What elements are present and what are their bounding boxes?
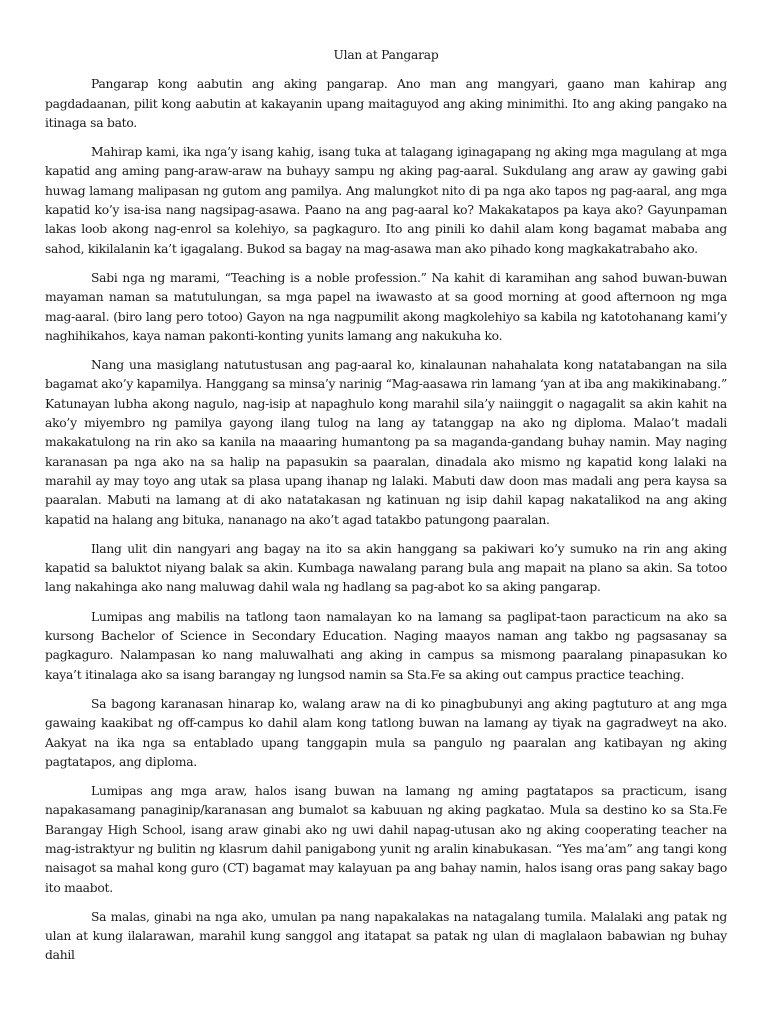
paragraph-4: Nang una masiglang natutustusan ang pag-aaral ko, kinalaunan nahahalata kong natatabangan na sila bagamat ako’y kapamilya. Hanggang sa minsa’y narinig “Mag-aasawa rin lamang ‘yan at iba ang makikinabang.” Katunayan lubha akong nagulo, nag-isip at napaghulo kong marahil sila’y naiinggit o nagagalit sa akin kahit na ako’y miyembro ng pamilya gayong ilang tulog na lang ay tatanggap na ako ng diploma. Malao’t madali makakatulong na rin ako sa kanila na maaaring humantong pa sa maganda-gandang buhay namin. May naging karanasan pa nga ako na sa halip na papasukin sa paaralan, dinadala ako mismo ng kapatid kong lalaki na marahil ay may toyo ang utak sa plasa upang ihanap ng lalaki. Mabuti daw doon mas madali ang pera kaysa sa paaralan. Mabuti na lamang at di ako natatakasan ng katinuan ng isip dahil kapag nakatalikod na ang aking kapatid na halang ang bituka, nananago na ako’t agad tatakbo patungong paaralan. bbox=[45, 358, 727, 527]
paragraph-3: Sabi nga ng marami, “Teaching is a noble profession.” Na kahit di karamihan ang sahod buwan-buwan mayaman naman sa matutulungan, sa mga papel na iwawasto at sa good morning at good afternoon ng mga mag-aaral. (biro lang pero totoo) Gayon na nga nagpumilit akong magkolehiyo sa kabila ng katotohanang kami’y naghihikahos, kaya naman pakonti-konting yunits lamang ang nakukuha ko. bbox=[45, 270, 727, 343]
document-title: Ulan at Pangarap bbox=[333, 48, 439, 62]
paragraph-2: Mahirap kami, ika nga’y isang kahig, isang tuka at talagang iginagapang ng aking mga magulang at mga kapatid ang aming pang-araw-araw na buhayy sampu ng aking pag-aaral. Sukdulang ang araw ay gawing gabi huwag lamang malipasan ng gutom ang pamilya. Ang malungkot nito di pa nga ako tapos ng pag-aaral, ang mga kapatid ko’y isa-isa nang nagsipag-asawa. Paano na ang pag-aaral ko? Makakatapos pa kaya ako? Gayunpaman lakas loob akong nag-enrol sa kolehiyo, sa pagkaguro. Ito ang pinili ko dahil alam kong bagamat mababa ang sahod, kikilalanin ka’t igagalang. Bukod sa bagay na mag-asawa man ako pihado kong magkakatrabaho ako. bbox=[45, 145, 727, 256]
paragraph-8: Lumipas ang mga araw, halos isang buwan na lamang ng aming pagtatapos sa practicum, isang napakasamang panaginip/karanasan ang bumalot sa kabuuan ng aking pagkatao. Mula sa destino ko sa Sta.Fe Barangay High School, isang araw ginabi ako ng uwi dahil napag-utusan ako ng aking cooperating teacher na mag-istraktyur ng bulitin ng klasrum dahil panigabong yunit ng aralin kinabukasan. “Yes ma’am” ang tangi kong naisagot sa mahal kong guro (CT) bagamat may kalayuan pa ang bahay namin, halos isang oras pang sakay bago ito maabot. bbox=[45, 784, 727, 895]
paragraph-1: Pangarap kong aabutin ang aking pangarap. Ano man ang mangyari, gaano man kahirap ang pagdadaanan, pilit kong aabutin at kakayanin upang maitaguyod ang aking minimithi. Ito ang aking pangako na itinaga sa bato. bbox=[45, 77, 727, 130]
paragraph-7: Sa bagong karanasan hinarap ko, walang araw na di ko pinagbubunyi ang aking pagtuturo at ang mga gawaing kaakibat ng off-campus ko dahil alam kong tatlong buwan na lamang ay tiyak na gagradweyt na ako. Aakyat na ika nga sa entablado upang tanggapin mula sa pangulo ng paaralan ang katibayan ng aking pagtatapos, ang diploma. bbox=[45, 696, 727, 769]
document-body bbox=[45, 46, 727, 976]
paragraph-6: Lumipas ang mabilis na tatlong taon namalayan ko na lamang sa paglipat-taon paracticum na ako sa kursong Bachelor of Science in Secondary Education. Naging maayos naman ang takbo ng pagsasanay sa pagkaguro. Nalampasan ko nang maluwalhati ang aking in campus sa mismong paaralang pinapasukan ko kaya’t itinalaga ako sa isang barangay ng lungsod namin sa Sta.Fe sa aking out campus practice teaching. bbox=[45, 609, 727, 682]
paragraph-5: Ilang ulit din nangyari ang bagay na ito sa akin hanggang sa pakiwari ko’y sumuko na rin ang aking kapatid sa baluktot niyang balak sa akin. Kumbaga nawalang parang bula ang mapait na plano sa akin. Sa totoo lang nakahinga ako nang maluwag dahil wala ng hadlang sa pag-abot ko sa aking pangarap. bbox=[45, 541, 727, 595]
paragraph-9: Sa malas, ginabi na nga ako, umulan pa nang napakalakas na natagalang tumila. Malalaki ang patak ng ulan at kung ilalarawan, marahil kung sanggol ang itatapat sa patak ng ulan di maglalaon babawian ng buhay dahil bbox=[45, 909, 727, 963]
